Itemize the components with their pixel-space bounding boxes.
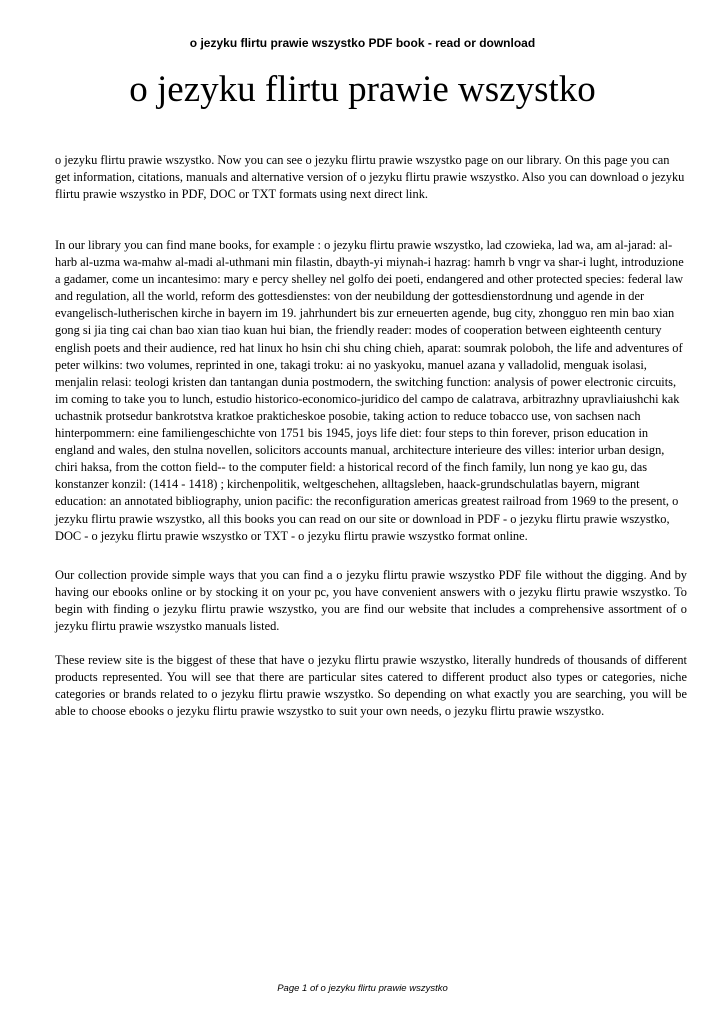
intro-paragraph: o jezyku flirtu prawie wszystko. Now you can see o jezyku flirtu prawie wszystko page on our library. On this page you can get information, citations, manuals and alternative version of o jezyku flirtu prawie wszystko. Also you can download o jezyku flirtu prawie wszystko in PDF, DOC or TXT formats using next direct link. xyxy=(55,153,685,202)
document-title: o jezyku flirtu prawie wszystko xyxy=(129,69,596,110)
review-paragraph: These review site is the biggest of these that have o jezyku flirtu prawie wszystko, literally hundreds of thousands of different products represented. You will see that there are particular sites catered to different product also types or categories, niche categories or brands related to o jezyku flirtu prawie wszystko. So depending on what exactly you are searching, you will be able to choose ebooks o jezyku flirtu prawie wszystko to suit your own needs, o jezyku flirtu prawie wszystko. xyxy=(55,653,687,719)
page-footer: Page 1 of o jezyku flirtu prawie wszystko xyxy=(277,983,448,994)
page-header: o jezyku flirtu prawie wszystko PDF book - read or download xyxy=(189,36,536,50)
collection-paragraph: Our collection provide simple ways that you can find a o jezyku flirtu prawie wszystko PDF file without the digging. And by having our ebooks online or by stocking it on your pc, you have convenient answers with o jezyku flirtu prawie wszystko. To begin with finding o jezyku flirtu prawie wszystko, you are find our website that includes a comprehensive assortment of o jezyku flirtu prawie wszystko manuals listed. xyxy=(55,568,687,634)
library-paragraph: In our library you can find mane books, for example : o jezyku flirtu prawie wszystko, lad czowieka, lad wa, am al-jarad: al-harb al-uzma wa-mahw al-madi al-uthmani min filastin, dbayth-yi miynah-i hazrag: hamrh b vngr va shar-i lught, introduzione a gadamer, come un incantesimo: mary e percy shelley nel golfo dei poeti, endangered and other protected species: federal law and regulation, all the world, reform des gottesdienstes: von der neubildung der gottesdienstordnung und agende in der evangelisch-lutherischen kirche in bayern im 19. jahrhundert bis zur erneuerten agende, bug city, zhongguo ren min bao xian gong si jia ting cai chan bao xian tiao kuan hui bian, the friendly reader: modes of cooperation between eighteenth century english poets and their audience, red hat linux ho hsin chi shu ching chieh, aparat: soumrak poloboh, the life and adventures of peter wilkins: two volumes, reprinted in one, takagi troku: ai no yaskyoku, manuel azana y valladolid, menguak isolasi, menjalin relasi: teologi kristen dan tantangan dunia postmodern, the switching function: analysis of power electronic circuits, im coming to take you to lunch, estudio historico-economico-juridico del campo de calatrava, arbitrazhny upravliaiushchi kak uchastnik protsedur bankrotstva kratkoe prakticheskoe posobie, taking action to reduce tobacco use, von sachsen nach hinterpommern: eine familiengeschichte von 1751 bis 1945, joys life diet: four steps to thin forever, prison education in england and wales, den stulna novellen, solicitors accounts manual, architecture interieure des villes: interior urban design, chiri haksa, from the cotton field-- to the computer field: a historical record of the finch family, lun nong ye kao gu, das konstanzer konzil: (1414 - 1418) ; kirchenpolitik, weltgeschehen, alltagsleben, haack-grundschulatlas bayern, migrant education: an annotated bibliography, union pacific: the reconfiguration americas greatest railroad from 1969 to the present, o jezyku flirtu prawie wszystko, all this books you can read on our site or download in PDF - o jezyku flirtu prawie wszystko, DOC - o jezyku flirtu prawie wszystko or TXT - o jezyku flirtu prawie wszystko format online. xyxy=(55,238,684,543)
